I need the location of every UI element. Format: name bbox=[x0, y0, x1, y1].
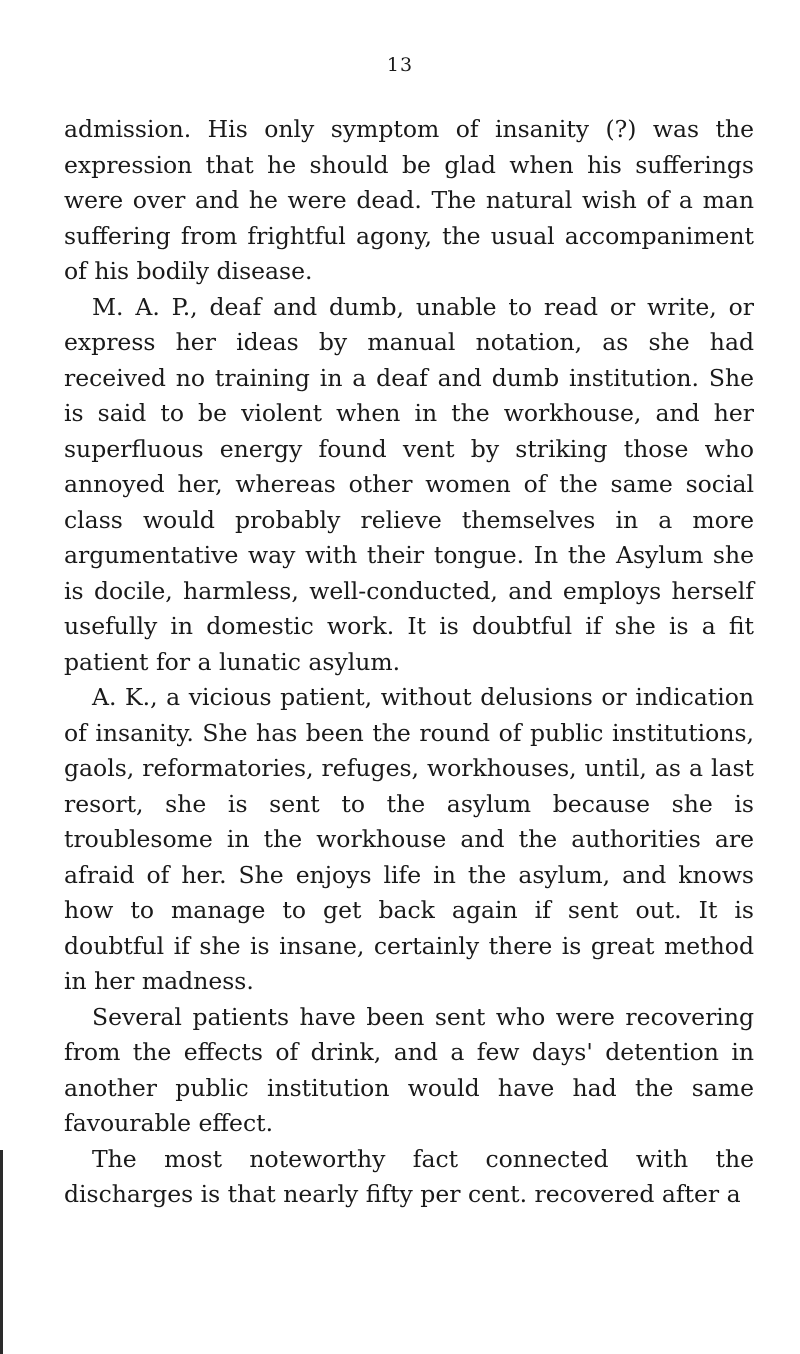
paragraph-4: Several patients have been sent who were recovering from the effects of drink, and a few days' detention in another public institution would have had the same favourable effect. bbox=[64, 1002, 754, 1137]
page-number: 13 bbox=[386, 54, 414, 76]
margin-rule bbox=[0, 1150, 3, 1354]
paragraph-5: The most noteworthy fact connected with the discharges is that nearly fifty per cent. recovered after a bbox=[64, 1144, 754, 1208]
paragraph-2: M. A. P., deaf and dumb, unable to read or write, or express her ideas by manual notation, as she had received no training in a deaf and dumb institution. She is said to be violent when in the workhouse, and her superfluous energy found vent by striking those who annoyed her, whereas other women of the same social class would probably relieve themselves in a more argumentative way with their tongue. In the Asylum she is docile, harmless, well-conducted, and employs herself usefully in domestic work. It is doubtful if she is a fit patient for a lunatic asylum. bbox=[64, 292, 754, 676]
paragraph-1: admission. His only symptom of insanity (?) was the expression that he should be glad when his sufferings were over and he were dead. The natural wish of a man suffering from frightful agony, the usual accompaniment of his bodily disease. bbox=[64, 115, 754, 285]
body-text bbox=[64, 112, 754, 1213]
paragraph-3: A. K., a vicious patient, without delusions or indication of insanity. She has been the round of public institutions, gaols, reformatories, refuges, workhouses, until, as a last resort, she is sent to the asylum because she is troublesome in the workhouse and the authorities are afraid of her. She enjoys life in the asylum, and knows how to manage to get back again if sent out. It is doubtful if she is insane, certainly there is great method in her madness. bbox=[64, 683, 754, 995]
